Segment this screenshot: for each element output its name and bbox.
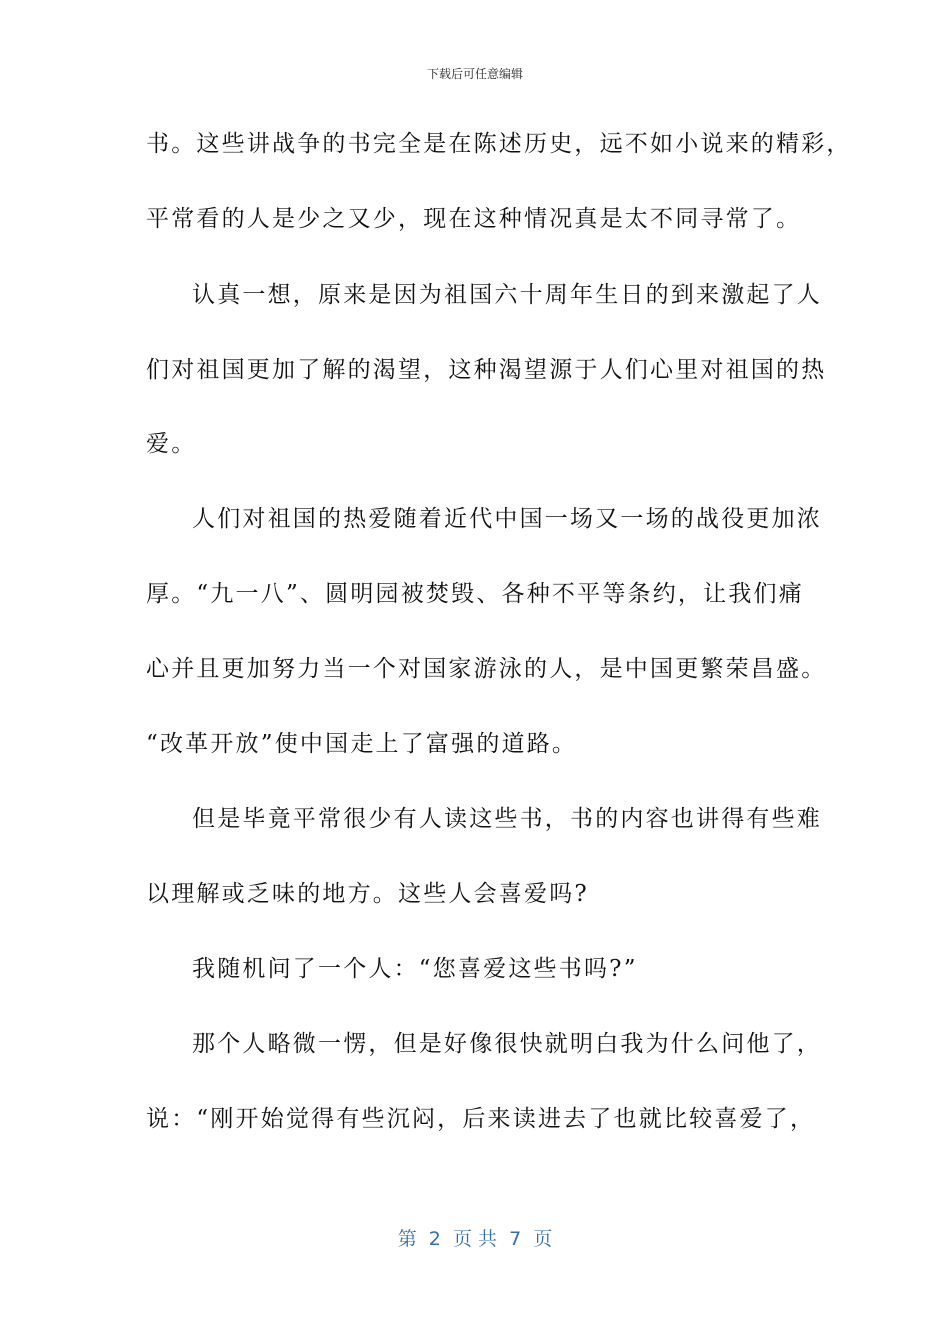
text-line: 们对祖国更加了解的渴望，这种渴望源于人们心里对祖国的热 — [146, 357, 827, 383]
paragraph-start-line: 人们对祖国的热爱随着近代中国一场又一场的战役更加浓 — [192, 506, 822, 532]
text-line: 说：“刚开始觉得有些沉闷，后来读进去了也就比较喜爱了， — [146, 1106, 816, 1132]
page-header: 下载后可任意编辑 — [426, 67, 523, 81]
page-footer: 第 2 页 共 7 页 — [397, 1228, 553, 1250]
paragraph-start-line: 认真一想，原来是因为祖国六十周年生日的到来激起了人 — [192, 282, 822, 308]
paragraph-start-line: 但是毕竟平常很少有人读这些书，书的内容也讲得有些难 — [192, 806, 822, 832]
text-line: “改革开放”使中国走上了富强的道路。 — [146, 731, 578, 757]
text-line: 爱。 — [146, 431, 197, 457]
text-line: 书。这些讲战争的书完全是在陈述历史，远不如小说来的精彩， — [146, 131, 852, 157]
text-line: 以理解或乏味的地方。这些人会喜爱吗? — [146, 881, 589, 907]
text-line: 厚。“九一八”、圆明园被焚毁、各种不平等条约，让我们痛 — [146, 581, 804, 607]
paragraph-start-line: 我随机问了一个人：“您喜爱这些书吗?” — [192, 956, 638, 982]
text-line: 平常看的人是少之又少，现在这种情况真是太不同寻常了。 — [146, 206, 802, 232]
text-line: 心并且更加努力当一个对国家游泳的人，是中国更繁荣昌盛。 — [146, 656, 827, 682]
paragraph-start-line: 那个人略微一愣，但是好像很快就明白我为什么问他了， — [192, 1031, 822, 1057]
